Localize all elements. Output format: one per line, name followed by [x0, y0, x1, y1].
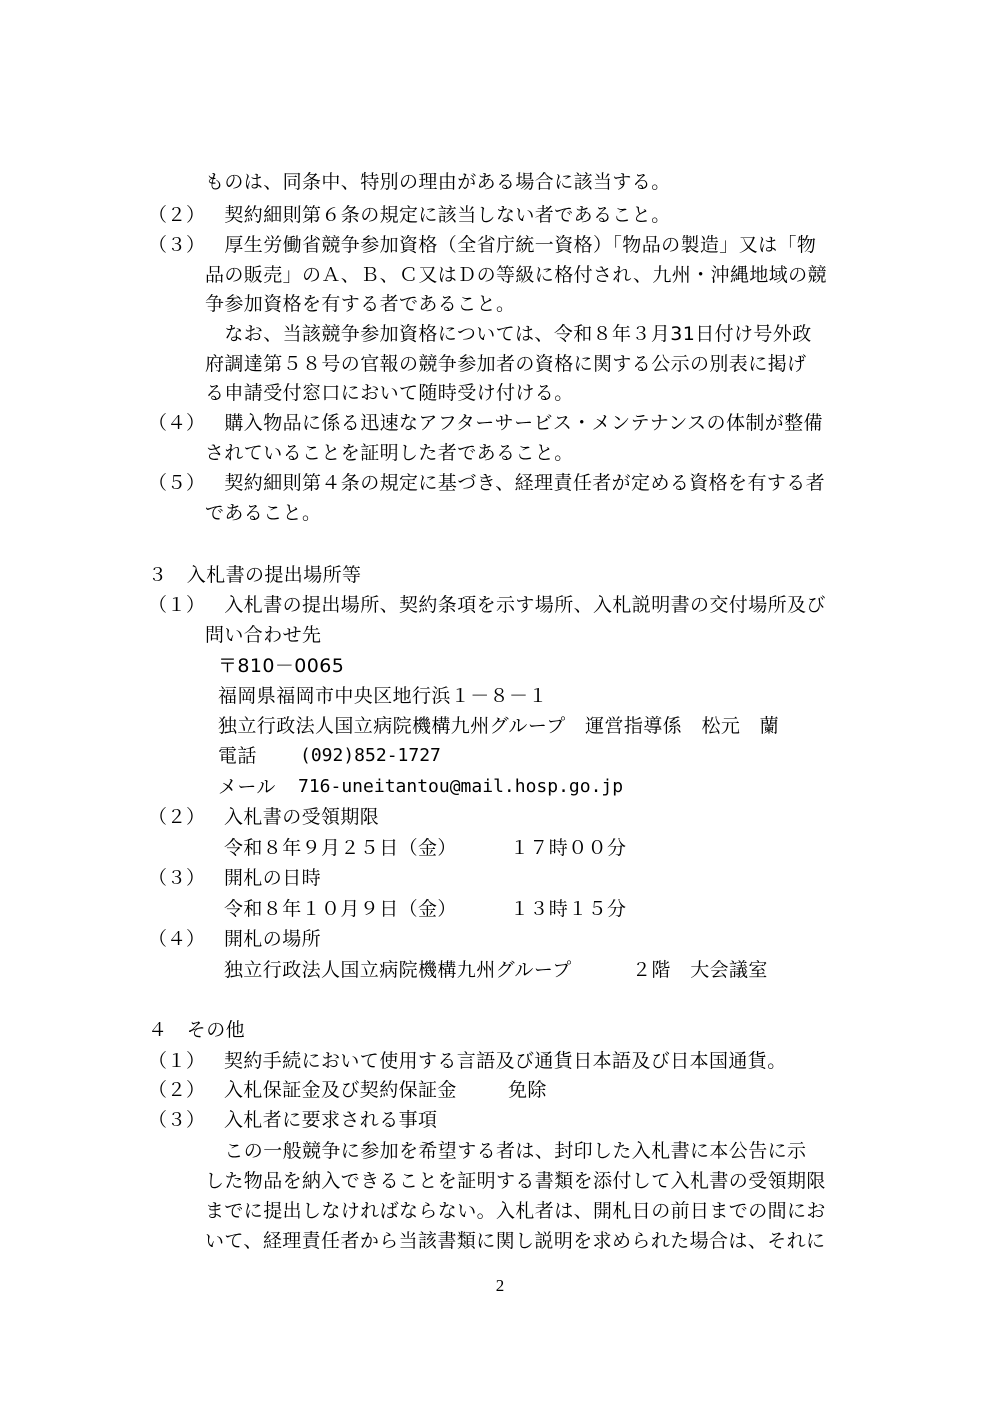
organization: 独立行政法人国立病院機構九州グループ 運営指導係 松元 蘭 — [218, 715, 780, 737]
mail-address: 716-uneitantou@mail.hosp.go.jp — [298, 776, 624, 797]
item-number: （３） — [148, 867, 206, 889]
item-text: いて、経理責任者から当該書類に関し説明を求められた場合は、それに — [205, 1230, 826, 1252]
item-text: る申請受付窓口において随時受け付ける。 — [205, 382, 574, 404]
item-text: 問い合わせ先 — [205, 624, 322, 646]
item-text: 厚生労働省競争参加資格（全省庁統一資格）「物品の製造」又は「物 — [205, 234, 817, 256]
item-text: 府調達第５８号の官報の競争参加者の資格に関する公示の別表に掲げ — [205, 353, 807, 375]
item-text: 契約細則第６条の規定に該当しない者であること。 — [205, 204, 671, 226]
item-text: 品の販売」のＡ、Ｂ、Ｃ又はＤの等級に格付され、九州・沖縄地域の競 — [205, 264, 827, 286]
item-number: （１） — [148, 594, 206, 616]
item-number: （３） — [148, 1109, 206, 1131]
item-number: （２） — [148, 1079, 206, 1101]
item-number: （４） — [148, 928, 206, 950]
section-heading: ３ 入札書の提出場所等 — [148, 564, 362, 586]
deadline-time: １７時００分 — [510, 837, 627, 859]
item-number: （１） — [148, 1050, 206, 1072]
item-text: 購入物品に係る迅速なアフターサービス・メンテナンスの体制が整備 — [205, 412, 823, 434]
item-number: （４） — [148, 412, 206, 434]
item-label: 入札書の受領期限 — [224, 806, 380, 828]
section-heading: ４ その他 — [148, 1019, 246, 1041]
opening-time: １３時１５分 — [510, 898, 627, 920]
continued-text: ものは、同条中、特別の理由がある場合に該当する。 — [205, 171, 671, 193]
tel-label: 電話 — [218, 745, 257, 767]
item-text: であること。 — [205, 502, 322, 524]
item-text: 入札書の提出場所、契約条項を示す場所、入札説明書の交付場所及び — [205, 594, 826, 616]
opening-room: ２階 大会議室 — [632, 959, 768, 981]
address: 福岡県福岡市中央区地行浜１－８－１ — [218, 685, 548, 707]
item-number: （２） — [148, 204, 206, 226]
item-text: 入札保証金及び契約保証金 — [224, 1079, 457, 1101]
item-label: 入札者に要求される事項 — [224, 1109, 438, 1131]
item-text: までに提出しなければならない。入札者は、開札日の前日までの間にお — [205, 1200, 826, 1222]
item-number: （２） — [148, 806, 206, 828]
item-text: 契約細則第４条の規定に基づき、経理責任者が定める資格を有する者 — [205, 472, 826, 494]
opening-date: 令和８年１０月９日（金） — [224, 898, 457, 920]
item-text: 争参加資格を有する者であること。 — [205, 293, 516, 315]
item-label: 開札の日時 — [224, 867, 322, 889]
item-text: されていることを証明した者であること。 — [205, 442, 574, 464]
item-text: この一般競争に参加を希望する者は、封印した入札書に本公告に示 — [205, 1140, 807, 1162]
mail-label: メール — [218, 776, 276, 798]
item-number: （５） — [148, 472, 206, 494]
deadline-date: 令和８年９月２５日（金） — [224, 837, 457, 859]
postal-code: 〒810－0065 — [218, 655, 345, 677]
item-label: 開札の場所 — [224, 928, 322, 950]
item-text: なお、当該競争参加資格については、令和８年３月31日付け号外政 — [205, 323, 812, 345]
item-text: した物品を納入できることを証明する書類を添付して入札書の受領期限 — [205, 1170, 826, 1192]
item-text: 契約手続において使用する言語及び通貨日本語及び日本国通貨。 — [224, 1050, 787, 1072]
item-number: （３） — [148, 234, 206, 256]
opening-place: 独立行政法人国立病院機構九州グループ — [224, 959, 572, 981]
page-number: 2 — [495, 1276, 505, 1295]
tel-number: (092)852-1727 — [300, 745, 441, 766]
item-value: 免除 — [508, 1079, 547, 1101]
